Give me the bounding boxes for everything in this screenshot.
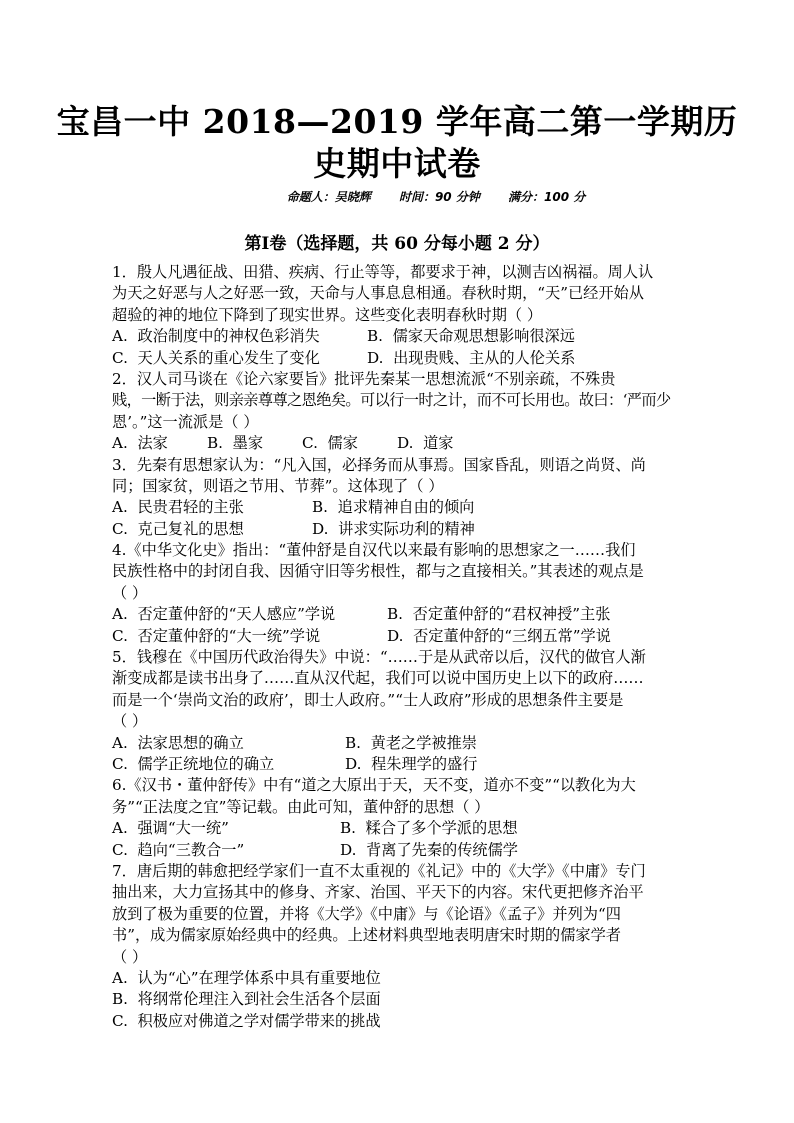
option-d[interactable]: D. 背离了先秦的传统儒学 — [340, 840, 518, 859]
question-text: 贱，一断于法，则亲亲尊尊之恩绝矣。可以行一时之计，而不可长用也。故曰：‘严而少 — [112, 391, 671, 410]
option-b[interactable]: B. 儒家天命观思想影响很深远 — [367, 327, 575, 346]
question-text: 务”“正法度之宜”等记载。由此可知，董仲舒的思想（ ） — [112, 797, 490, 816]
question-text: 7．唐后期的韩愈把经学家们一直不太重视的《礼记》中的《大学》《中庸》专门 — [112, 861, 646, 880]
exam-title-line1: 宝昌一中 2018—2019 学年高二第一学期历 — [56, 102, 738, 141]
exam-meta — [0, 188, 794, 205]
question-4 — [112, 540, 687, 647]
question-6 — [112, 775, 687, 861]
meta-score: 满分：100 分 — [508, 190, 586, 204]
question-text: （ ） — [112, 712, 148, 731]
option-row — [112, 433, 687, 454]
exam-title-line2: 史期中试卷 — [313, 144, 481, 183]
option-row — [112, 348, 687, 369]
option-b[interactable]: B. 墨家 — [207, 434, 264, 453]
option-a[interactable]: A. 法家 — [112, 434, 168, 453]
option-b[interactable]: B. 否定董仲舒的“君权神授”主张 — [387, 605, 611, 624]
meta-time: 时间：90 分钟 — [398, 190, 480, 204]
option-c[interactable]: C. 趋向“三教合一” — [112, 840, 245, 859]
question-text: 渐变成都是读书出身了……直从汉代起，我们可以说中国历史上以下的政府…… — [112, 669, 644, 688]
option-c[interactable]: C. 积极应对佛道之学对儒学带来的挑战 — [112, 1011, 381, 1030]
option-row — [112, 604, 687, 625]
question-text: 6.《汉书・董仲舒传》中有“道之大原出于天，天不变，道亦不变”“以教化为大 — [112, 776, 636, 795]
question-text: 民族性格中的封闭自我、因循守旧等劣根性，都与之直接相关。”其表述的观点是 — [112, 562, 644, 581]
option-row — [112, 497, 687, 518]
option-d[interactable]: D. 讲求实际功利的精神 — [312, 519, 475, 538]
option-row — [112, 840, 687, 861]
option-row — [112, 989, 687, 1010]
question-text: 3．先秦有思想家认为：“凡入国，必择务而从事焉。国家昏乱，则语之尚贤、尚 — [112, 455, 646, 474]
option-c[interactable]: C. 否定董仲舒的“大一统”学说 — [112, 626, 321, 645]
question-5 — [112, 647, 687, 775]
question-list — [112, 262, 687, 1032]
option-a[interactable]: A. 认为“心”在理学体系中具有重要地位 — [112, 968, 381, 987]
option-c[interactable]: C. 儒家 — [302, 434, 358, 453]
question-text: 2．汉人司马谈在《论六家要旨》批评先秦某一思想流派“不别亲疏，不殊贵 — [112, 369, 616, 388]
question-text: 放到了极为重要的位置，并将《大学》《中庸》与《论语》《孟子》并列为“四 — [112, 904, 621, 923]
question-text: （ ） — [112, 583, 148, 602]
option-a[interactable]: A. 强调“大一统” — [112, 819, 229, 838]
option-row — [112, 626, 687, 647]
question-text: 书”，成为儒家原始经典中的经典。上述材料典型地表明唐宋时期的儒家学者 — [112, 926, 621, 945]
question-text: 同；国家贫，则语之节用、节葬”。这体现了（ ） — [112, 476, 444, 495]
option-a[interactable]: A. 民贵君轻的主张 — [112, 498, 244, 517]
question-text: 抽出来，大力宣扬其中的修身、齐家、治国、平天下的内容。宋代更把修齐治平 — [112, 883, 644, 902]
question-text: 1．殷人凡遇征战、田猎、疾病、行止等等，都要求于神，以测吉凶祸福。周人认 — [112, 263, 654, 281]
option-d[interactable]: D. 程朱理学的盛行 — [345, 754, 478, 773]
question-text: 而是一个‘崇尚文治的政府’，即士人政府。”“士人政府”形成的思想条件主要是 — [112, 690, 624, 709]
option-c[interactable]: C. 天人关系的重心发生了变化 — [112, 348, 320, 367]
option-row — [112, 818, 687, 839]
question-2 — [112, 369, 687, 455]
option-b[interactable]: B. 将纲常伦理注入到社会生活各个层面 — [112, 990, 381, 1009]
option-row — [112, 733, 687, 754]
option-row — [112, 754, 687, 775]
question-text: 超验的神的地位下降到了现实世界。这些变化表明春秋时期（ ） — [112, 305, 543, 324]
option-d[interactable]: D. 道家 — [397, 434, 454, 453]
option-d[interactable]: D. 否定董仲舒的“三纲五常”学说 — [387, 626, 611, 645]
option-a[interactable]: A. 政治制度中的神权色彩消失 — [112, 327, 320, 346]
option-row — [112, 1011, 687, 1032]
question-text: 4.《中华文化史》指出：“董仲舒是自汉代以来最有影响的思想家之一……我们 — [112, 541, 636, 560]
option-a[interactable]: A. 法家思想的确立 — [112, 733, 244, 752]
question-text: 恩’。”这一流派是（ ） — [112, 412, 259, 431]
option-b[interactable]: B. 糅合了多个学派的思想 — [340, 819, 518, 838]
meta-author: 命题人：吴晓辉 — [286, 190, 371, 204]
option-row — [112, 519, 687, 540]
option-d[interactable]: D. 出现贵贱、主从的人伦关系 — [367, 348, 576, 367]
option-row — [112, 968, 687, 989]
question-text: 5．钱穆在《中国历代政治得失》中说：“……于是从武帝以后，汉代的做官人渐 — [112, 648, 646, 667]
option-c[interactable]: C. 克己复礼的思想 — [112, 519, 244, 538]
option-b[interactable]: B. 追求精神自由的倾向 — [312, 498, 475, 517]
question-7 — [112, 861, 687, 1032]
option-c[interactable]: C. 儒学正统地位的确立 — [112, 754, 275, 773]
option-b[interactable]: B. 黄老之学被推崇 — [345, 733, 477, 752]
question-text: 为天之好恶与人之好恶一致，天命与人事息息相通。春秋时期，“天”已经开始从 — [112, 284, 644, 303]
option-a[interactable]: A. 否定董仲舒的“天人感应”学说 — [112, 605, 336, 624]
question-3 — [112, 455, 687, 541]
option-row — [112, 326, 687, 347]
question-text: （ ） — [112, 947, 148, 966]
section-heading: 第Ⅰ卷（选择题，共 60 分每小题 2 分） — [244, 234, 550, 254]
question-1 — [112, 262, 687, 369]
